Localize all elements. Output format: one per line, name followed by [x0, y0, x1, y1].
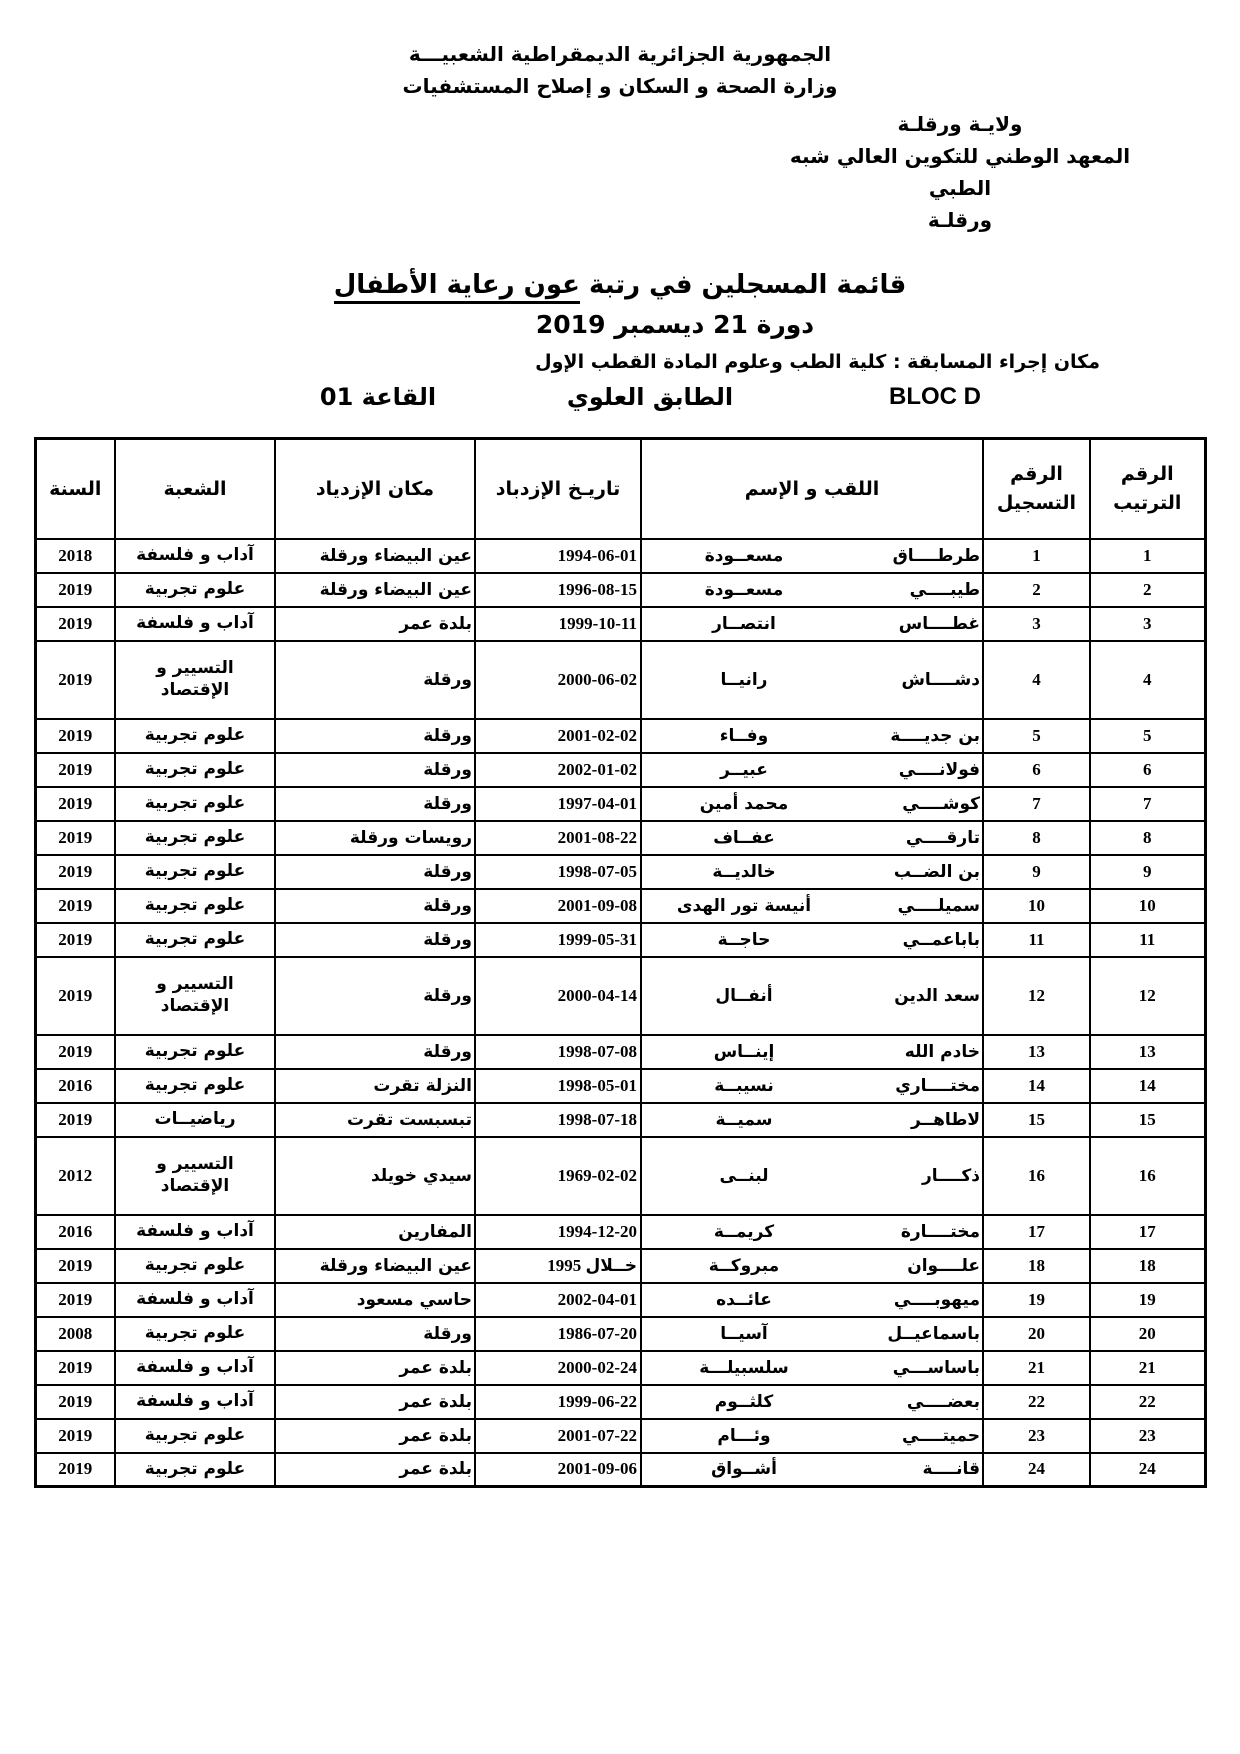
cell-registration-number: 17 — [983, 1215, 1090, 1249]
cell-order-number: 2 — [1090, 573, 1205, 607]
cell-year: 2019 — [35, 855, 115, 889]
cell-birth-date: 1999-05-31 — [475, 923, 641, 957]
cell-birth-date: 2001-02-02 — [475, 719, 641, 753]
cell-birth-place: ورقلة — [275, 719, 475, 753]
cell-name — [641, 1035, 983, 1069]
cell-name — [641, 1453, 983, 1487]
cell-birth-date: 2002-04-01 — [475, 1283, 641, 1317]
cell-branch: التسيير و الإقتصاد — [115, 1137, 275, 1215]
cell-birth-place: سيدي خويلد — [275, 1137, 475, 1215]
candidate-surname: مختــــاري — [895, 1075, 980, 1096]
cell-branch: آداب و فلسفة — [115, 1351, 275, 1385]
cell-birth-place: بلدة عمر — [275, 1453, 475, 1487]
cell-name — [641, 719, 983, 753]
republic-line: الجمهورية الجزائرية الديمقراطية الشعبيـــة — [408, 42, 832, 66]
cell-registration-number: 9 — [983, 855, 1090, 889]
candidate-surname: باساســـي — [892, 1357, 980, 1378]
organization-block — [760, 108, 1160, 236]
table-row — [35, 787, 1205, 821]
candidate-given-name: انتصــار — [712, 613, 776, 634]
cell-order-number: 15 — [1090, 1103, 1205, 1137]
cell-order-number: 7 — [1090, 787, 1205, 821]
candidate-surname: بن جديــــة — [890, 725, 980, 746]
cell-order-number: 4 — [1090, 641, 1205, 719]
cell-order-number: 13 — [1090, 1035, 1205, 1069]
table-row — [35, 1103, 1205, 1137]
cell-name — [641, 889, 983, 923]
table-row — [35, 855, 1205, 889]
cell-branch: علوم تجربية — [115, 1249, 275, 1283]
cell-order-number: 3 — [1090, 607, 1205, 641]
cell-order-number: 8 — [1090, 821, 1205, 855]
header-year: السنة — [35, 439, 115, 539]
candidate-given-name: سميــة — [715, 1109, 773, 1130]
candidate-given-name: سلسبيلـــة — [699, 1357, 789, 1378]
header-birth-place: مكان الإزدياد — [275, 439, 475, 539]
cell-branch: علوم تجربية — [115, 1453, 275, 1487]
institute-line: المعهد الوطني للتكوين العالي شبه الطبي — [789, 144, 1131, 200]
cell-birth-place: ورقلة — [275, 957, 475, 1035]
candidate-surname: فولانــــي — [898, 759, 980, 780]
candidate-surname: سعد الدين — [894, 985, 980, 1006]
candidate-surname: مختــــارة — [900, 1221, 980, 1242]
cell-order-number: 22 — [1090, 1385, 1205, 1419]
table-row — [35, 539, 1205, 573]
cell-registration-number: 24 — [983, 1453, 1090, 1487]
cell-order-number: 6 — [1090, 753, 1205, 787]
cell-order-number: 20 — [1090, 1317, 1205, 1351]
header-registration-number: الرقم التسجيل — [983, 439, 1090, 539]
candidate-given-name: أشــواق — [711, 1459, 777, 1480]
table-row — [35, 1385, 1205, 1419]
candidate-surname: ذكــــار — [921, 1165, 980, 1186]
table-row — [35, 1215, 1205, 1249]
table-row — [35, 1249, 1205, 1283]
cell-registration-number: 5 — [983, 719, 1090, 753]
cell-birth-date: خــلال 1995 — [475, 1249, 641, 1283]
cell-year: 2019 — [35, 1419, 115, 1453]
table-row — [35, 753, 1205, 787]
bloc-label: BLOC D — [889, 383, 981, 410]
cell-registration-number: 20 — [983, 1317, 1090, 1351]
cell-birth-date: 1998-05-01 — [475, 1069, 641, 1103]
cell-birth-date: 1998-07-18 — [475, 1103, 641, 1137]
cell-registration-number: 14 — [983, 1069, 1090, 1103]
cell-branch: علوم تجربية — [115, 1419, 275, 1453]
cell-birth-date: 2001-07-22 — [475, 1419, 641, 1453]
candidate-given-name: وئـــام — [717, 1425, 771, 1446]
cell-name — [641, 573, 983, 607]
table-row — [35, 1419, 1205, 1453]
cell-branch: علوم تجربية — [115, 573, 275, 607]
table-row — [35, 1317, 1205, 1351]
cell-branch: التسيير و الإقتصاد — [115, 641, 275, 719]
cell-branch: علوم تجربية — [115, 1317, 275, 1351]
cell-birth-date: 1997-04-01 — [475, 787, 641, 821]
cell-registration-number: 11 — [983, 923, 1090, 957]
candidate-given-name: عبيــر — [720, 759, 768, 780]
cell-birth-place: عين البيضاء ورقلة — [275, 539, 475, 573]
cell-birth-place: ورقلة — [275, 787, 475, 821]
cell-birth-date: 2001-08-22 — [475, 821, 641, 855]
table-row — [35, 957, 1205, 1035]
cell-year: 2016 — [35, 1069, 115, 1103]
cell-birth-place: ورقلة — [275, 889, 475, 923]
cell-order-number: 14 — [1090, 1069, 1205, 1103]
candidate-surname: باباعمــي — [902, 929, 980, 950]
candidate-surname: لاطاهــر — [910, 1109, 980, 1130]
government-header — [0, 38, 1240, 102]
cell-name — [641, 607, 983, 641]
title-prefix: قائمة المسجلين في رتبة — [579, 270, 907, 300]
candidate-given-name: خالديــة — [712, 861, 776, 882]
cell-registration-number: 8 — [983, 821, 1090, 855]
candidate-surname: تارقــــي — [905, 827, 980, 848]
cell-birth-date: 2000-06-02 — [475, 641, 641, 719]
cell-year: 2019 — [35, 753, 115, 787]
cell-birth-place: بلدة عمر — [275, 607, 475, 641]
cell-order-number: 12 — [1090, 957, 1205, 1035]
cell-branch: علوم تجربية — [115, 1035, 275, 1069]
candidate-surname: قانــــة — [922, 1459, 980, 1480]
room-label: القاعة 01 — [319, 383, 437, 411]
cell-birth-place: ورقلة — [275, 641, 475, 719]
cell-birth-place: المفارين — [275, 1215, 475, 1249]
candidate-surname: حميتــــي — [902, 1425, 980, 1446]
cell-year: 2019 — [35, 1103, 115, 1137]
cell-registration-number: 21 — [983, 1351, 1090, 1385]
cell-name — [641, 1137, 983, 1215]
cell-order-number: 23 — [1090, 1419, 1205, 1453]
cell-branch: رياضيــات — [115, 1103, 275, 1137]
cell-birth-place: تبسبست تقرت — [275, 1103, 475, 1137]
cell-birth-date: 2000-02-24 — [475, 1351, 641, 1385]
cell-order-number: 24 — [1090, 1453, 1205, 1487]
candidate-surname: خادم الله — [904, 1041, 980, 1062]
title-rank-underlined: عون رعاية الأطفال — [334, 270, 580, 304]
cell-branch: آداب و فلسفة — [115, 607, 275, 641]
cell-registration-number: 19 — [983, 1283, 1090, 1317]
cell-year: 2019 — [35, 1283, 115, 1317]
table-row — [35, 1453, 1205, 1487]
hall-info-row — [0, 383, 1240, 425]
candidate-surname: كوشــــي — [902, 793, 980, 814]
candidate-given-name: رانيــا — [720, 669, 768, 690]
cell-birth-date: 1998-07-08 — [475, 1035, 641, 1069]
candidate-given-name: كريمــة — [713, 1221, 775, 1242]
candidate-surname: دشــــاش — [901, 669, 980, 690]
wilaya-line: ولايـة ورقلـة — [897, 112, 1023, 136]
cell-birth-place: بلدة عمر — [275, 1385, 475, 1419]
candidate-given-name: لبنــى — [719, 1165, 769, 1186]
cell-branch: آداب و فلسفة — [115, 1215, 275, 1249]
candidate-given-name: مسعــودة — [704, 579, 784, 600]
candidate-given-name: أنيسة تور الهدى — [676, 895, 812, 916]
cell-year: 2019 — [35, 1035, 115, 1069]
cell-order-number: 21 — [1090, 1351, 1205, 1385]
candidate-surname: غطــــاس — [898, 613, 980, 634]
table-row — [35, 607, 1205, 641]
candidate-given-name: مسعــودة — [704, 545, 784, 566]
cell-registration-number: 1 — [983, 539, 1090, 573]
cell-year: 2019 — [35, 641, 115, 719]
cell-year: 2019 — [35, 787, 115, 821]
cell-year: 2019 — [35, 607, 115, 641]
cell-name — [641, 923, 983, 957]
cell-birth-date: 1999-06-22 — [475, 1385, 641, 1419]
cell-branch: علوم تجربية — [115, 923, 275, 957]
cell-year: 2019 — [35, 957, 115, 1035]
cell-birth-place: ورقلة — [275, 753, 475, 787]
cell-year: 2018 — [35, 539, 115, 573]
cell-name — [641, 1215, 983, 1249]
cell-order-number: 19 — [1090, 1283, 1205, 1317]
cell-name — [641, 787, 983, 821]
cell-birth-date: 1998-07-05 — [475, 855, 641, 889]
cell-order-number: 5 — [1090, 719, 1205, 753]
candidate-given-name: مبروكــة — [708, 1255, 780, 1276]
cell-year: 2019 — [35, 923, 115, 957]
cell-branch: علوم تجربية — [115, 1069, 275, 1103]
candidate-given-name: آسيــا — [720, 1323, 768, 1344]
candidate-surname: بن الضــب — [893, 861, 980, 882]
cell-year: 2012 — [35, 1137, 115, 1215]
table-row — [35, 1069, 1205, 1103]
floor-label: الطابق العلوي — [566, 383, 734, 411]
candidate-surname: بعضــــي — [906, 1391, 980, 1412]
cell-year: 2019 — [35, 573, 115, 607]
registrants-table — [34, 437, 1207, 1488]
cell-name — [641, 855, 983, 889]
candidate-given-name: وفــاء — [719, 725, 769, 746]
cell-birth-date: 1999-10-11 — [475, 607, 641, 641]
candidate-surname: علــــوان — [907, 1255, 980, 1276]
cell-branch: علوم تجربية — [115, 889, 275, 923]
table-row — [35, 889, 1205, 923]
cell-name — [641, 1351, 983, 1385]
table-row — [35, 923, 1205, 957]
cell-year: 2019 — [35, 1385, 115, 1419]
cell-name — [641, 1249, 983, 1283]
cell-birth-place: ورقلة — [275, 1317, 475, 1351]
cell-birth-place: النزلة تقرت — [275, 1069, 475, 1103]
cell-birth-place: حاسي مسعود — [275, 1283, 475, 1317]
candidate-surname: باسماعيــل — [887, 1323, 980, 1344]
cell-year: 2019 — [35, 821, 115, 855]
cell-name — [641, 539, 983, 573]
cell-birth-date: 2002-01-02 — [475, 753, 641, 787]
cell-name — [641, 1103, 983, 1137]
ministry-line: وزارة الصحة و السكان و إصلاح المستشفيات — [402, 74, 838, 98]
cell-birth-place: عين البيضاء ورقلة — [275, 573, 475, 607]
cell-order-number: 17 — [1090, 1215, 1205, 1249]
candidate-surname: سميلــــي — [897, 895, 980, 916]
cell-registration-number: 10 — [983, 889, 1090, 923]
cell-name — [641, 821, 983, 855]
cell-birth-date: 1996-08-15 — [475, 573, 641, 607]
cell-branch: التسيير و الإقتصاد — [115, 957, 275, 1035]
cell-registration-number: 13 — [983, 1035, 1090, 1069]
cell-birth-date: 2001-09-08 — [475, 889, 641, 923]
cell-name — [641, 1069, 983, 1103]
cell-birth-place: ورقلة — [275, 855, 475, 889]
table-row — [35, 719, 1205, 753]
candidate-given-name: كلثــوم — [714, 1391, 774, 1412]
candidate-surname: طيبــــي — [909, 579, 980, 600]
cell-year: 2019 — [35, 1453, 115, 1487]
cell-order-number: 18 — [1090, 1249, 1205, 1283]
cell-registration-number: 3 — [983, 607, 1090, 641]
page-title — [0, 270, 1240, 300]
cell-year: 2016 — [35, 1215, 115, 1249]
header-birth-date: تاريـخ الإزدباد — [475, 439, 641, 539]
cell-name — [641, 641, 983, 719]
cell-birth-place: بلدة عمر — [275, 1419, 475, 1453]
candidate-surname: ميهوبــــي — [893, 1289, 980, 1310]
cell-branch: علوم تجربية — [115, 821, 275, 855]
cell-branch: علوم تجربية — [115, 855, 275, 889]
cell-birth-date: 1986-07-20 — [475, 1317, 641, 1351]
candidate-given-name: أنفــال — [715, 985, 773, 1006]
cell-year: 2019 — [35, 719, 115, 753]
table-row — [35, 1035, 1205, 1069]
table-row — [35, 573, 1205, 607]
exam-location-line: مكان إجراء المسابقة : كلية الطب وعلوم المادة القطب الإول — [535, 351, 1100, 373]
table-row — [35, 1351, 1205, 1385]
cell-birth-place: ورقلة — [275, 923, 475, 957]
session-date-line: دورة 21 ديسمبر 2019 — [535, 310, 815, 339]
table-header — [35, 439, 1205, 539]
cell-birth-date: 1994-06-01 — [475, 539, 641, 573]
cell-registration-number: 15 — [983, 1103, 1090, 1137]
cell-year: 2008 — [35, 1317, 115, 1351]
registrants-table-body — [35, 539, 1205, 1487]
cell-birth-date: 1969-02-02 — [475, 1137, 641, 1215]
cell-registration-number: 12 — [983, 957, 1090, 1035]
cell-year: 2019 — [35, 1249, 115, 1283]
cell-branch: آداب و فلسفة — [115, 1385, 275, 1419]
cell-birth-date: 2000-04-14 — [475, 957, 641, 1035]
cell-name — [641, 957, 983, 1035]
candidate-given-name: حاجــة — [717, 929, 771, 950]
cell-birth-place: رويسات ورقلة — [275, 821, 475, 855]
cell-branch: آداب و فلسفة — [115, 539, 275, 573]
cell-name — [641, 1385, 983, 1419]
cell-registration-number: 23 — [983, 1419, 1090, 1453]
cell-branch: علوم تجربية — [115, 719, 275, 753]
cell-year: 2019 — [35, 889, 115, 923]
cell-order-number: 9 — [1090, 855, 1205, 889]
candidate-given-name: إينــاس — [713, 1041, 775, 1062]
cell-order-number: 11 — [1090, 923, 1205, 957]
cell-birth-place: عين البيضاء ورقلة — [275, 1249, 475, 1283]
cell-order-number: 1 — [1090, 539, 1205, 573]
table-row — [35, 1137, 1205, 1215]
cell-branch: آداب و فلسفة — [115, 1283, 275, 1317]
header-branch: الشعبة — [115, 439, 275, 539]
candidate-given-name: عائــده — [716, 1289, 772, 1310]
cell-registration-number: 18 — [983, 1249, 1090, 1283]
cell-birth-place: ورقلة — [275, 1035, 475, 1069]
header-name: اللقب و الإسم — [641, 439, 983, 539]
cell-registration-number: 4 — [983, 641, 1090, 719]
cell-registration-number: 2 — [983, 573, 1090, 607]
cell-registration-number: 16 — [983, 1137, 1090, 1215]
table-row — [35, 1283, 1205, 1317]
cell-registration-number: 7 — [983, 787, 1090, 821]
cell-branch: علوم تجربية — [115, 753, 275, 787]
candidate-given-name: عفــاف — [713, 827, 775, 848]
cell-order-number: 10 — [1090, 889, 1205, 923]
cell-name — [641, 1317, 983, 1351]
city-line: ورقلـة — [927, 208, 993, 232]
cell-name — [641, 1419, 983, 1453]
table-row — [35, 641, 1205, 719]
cell-branch: علوم تجربية — [115, 787, 275, 821]
cell-order-number: 16 — [1090, 1137, 1205, 1215]
cell-registration-number: 6 — [983, 753, 1090, 787]
header-order-number: الرقم الترتيب — [1090, 439, 1205, 539]
cell-name — [641, 1283, 983, 1317]
table-row — [35, 821, 1205, 855]
candidate-given-name: محمد أمين — [699, 793, 789, 814]
cell-year: 2019 — [35, 1351, 115, 1385]
cell-birth-date: 1994-12-20 — [475, 1215, 641, 1249]
candidate-surname: طرطــــاق — [892, 545, 980, 566]
candidate-given-name: نسيبــة — [714, 1075, 774, 1096]
cell-birth-place: بلدة عمر — [275, 1351, 475, 1385]
cell-birth-date: 2001-09-06 — [475, 1453, 641, 1487]
cell-registration-number: 22 — [983, 1385, 1090, 1419]
cell-name — [641, 753, 983, 787]
